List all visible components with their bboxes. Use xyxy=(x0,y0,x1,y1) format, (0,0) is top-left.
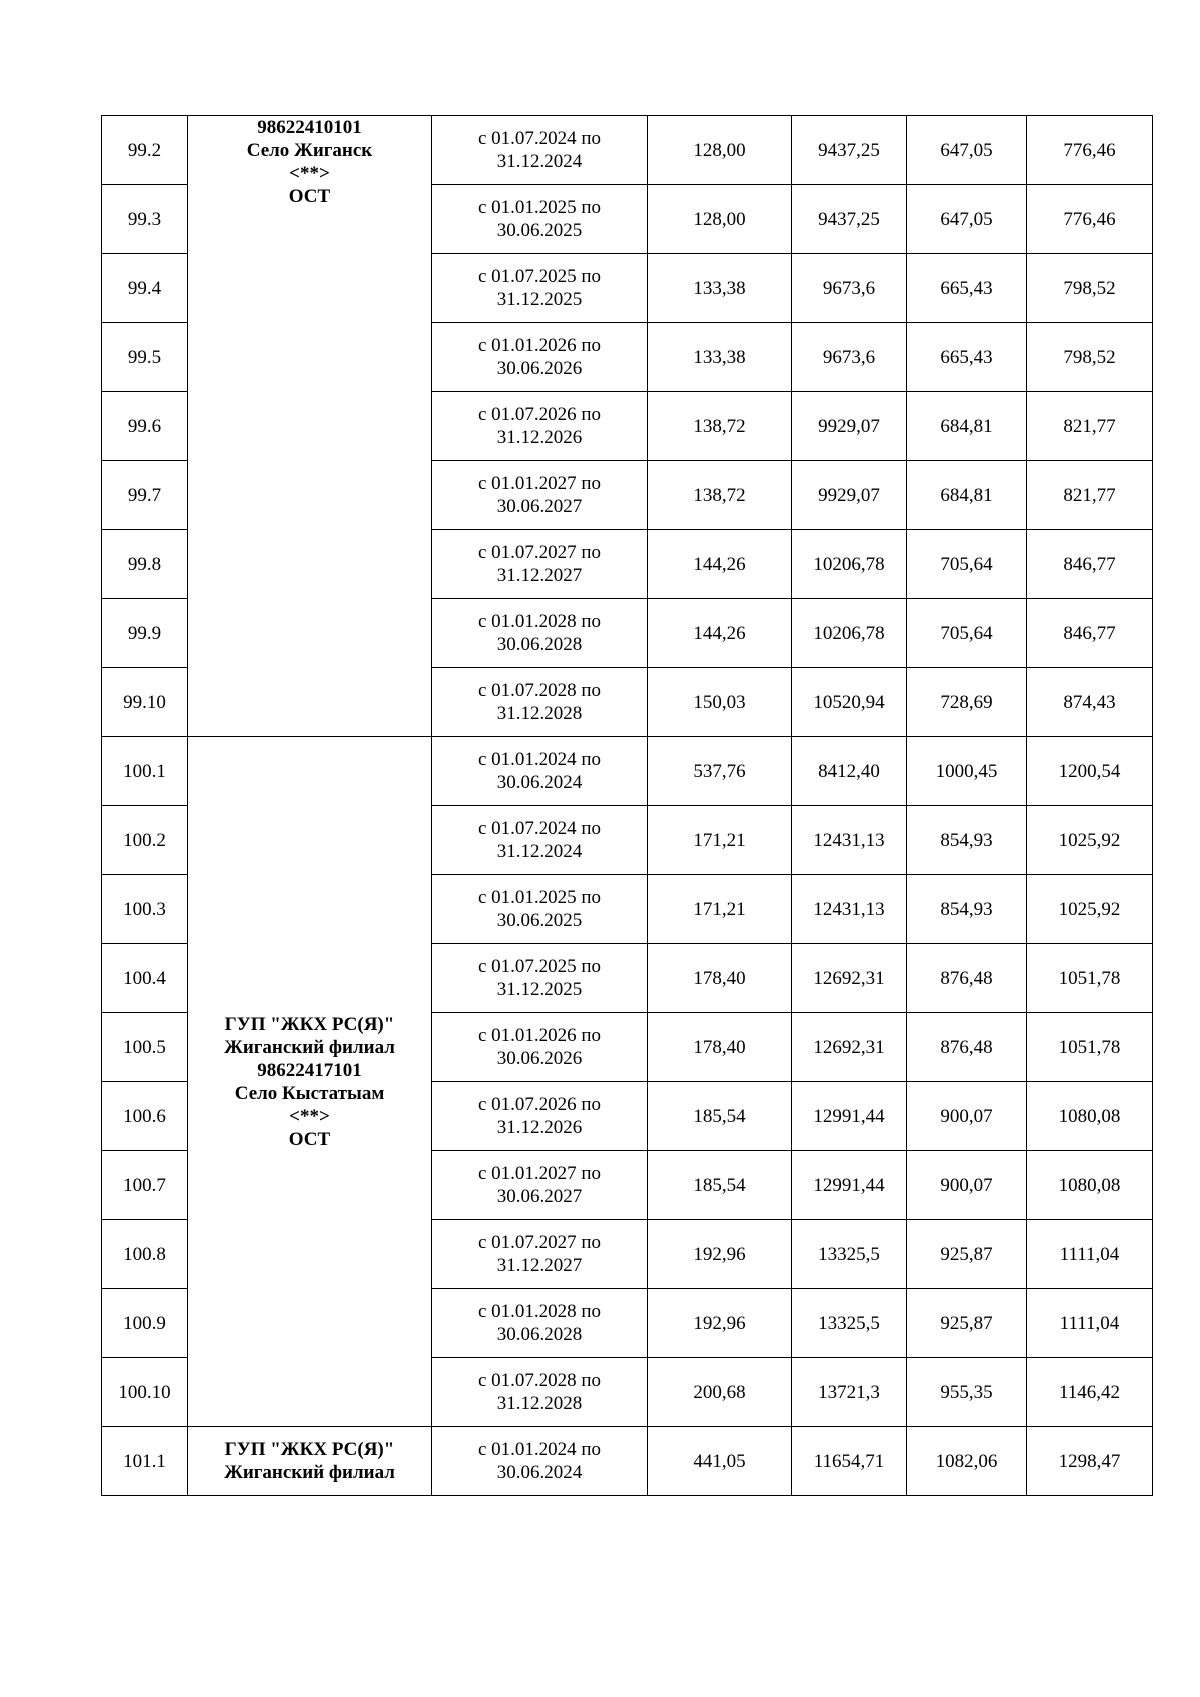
value-4-cell: 1051,78 xyxy=(1027,1013,1153,1082)
row-number: 99.2 xyxy=(102,116,188,185)
period-line: с 01.01.2024 по xyxy=(477,1439,602,1460)
row-number: 100.4 xyxy=(102,944,188,1013)
value-2-cell: 13325,5 xyxy=(792,1220,907,1289)
period-cell xyxy=(432,737,648,806)
value-4-cell: 846,77 xyxy=(1027,530,1153,599)
value-1-cell: 171,21 xyxy=(648,806,792,875)
organization-line: 98622410101 xyxy=(257,117,362,138)
period-cell xyxy=(432,530,648,599)
value-3-cell: 1082,06 xyxy=(907,1427,1027,1496)
row-number: 99.6 xyxy=(102,392,188,461)
value-4-cell: 1111,04 xyxy=(1027,1289,1153,1358)
period-line: с 01.07.2028 по xyxy=(477,680,602,701)
value-1-cell: 441,05 xyxy=(648,1427,792,1496)
value-4-cell: 776,46 xyxy=(1027,116,1153,185)
period-line: 30.06.2027 xyxy=(496,1186,583,1207)
value-1-cell: 537,76 xyxy=(648,737,792,806)
period-cell xyxy=(432,1289,648,1358)
value-2-cell: 12991,44 xyxy=(792,1151,907,1220)
period-line: с 01.01.2027 по xyxy=(477,1163,602,1184)
value-2-cell: 11654,71 xyxy=(792,1427,907,1496)
period-line: с 01.07.2026 по xyxy=(477,404,602,425)
row-number: 99.3 xyxy=(102,185,188,254)
row-number: 100.8 xyxy=(102,1220,188,1289)
value-3-cell: 900,07 xyxy=(907,1151,1027,1220)
value-4-cell: 798,52 xyxy=(1027,323,1153,392)
period-line: 31.12.2024 xyxy=(496,841,583,862)
tariff-table xyxy=(101,115,1153,1496)
period-cell xyxy=(432,1151,648,1220)
value-2-cell: 9437,25 xyxy=(792,185,907,254)
period-line: 30.06.2024 xyxy=(496,772,583,793)
value-4-cell: 1146,42 xyxy=(1027,1358,1153,1427)
organization-line: ГУП "ЖКХ РС(Я)" xyxy=(224,1439,395,1460)
period-line: с 01.01.2025 по xyxy=(477,887,602,908)
value-4-cell: 1298,47 xyxy=(1027,1427,1153,1496)
value-3-cell: 665,43 xyxy=(907,254,1027,323)
period-line: с 01.07.2027 по xyxy=(477,1232,602,1253)
organization-cell xyxy=(188,1427,432,1496)
value-3-cell: 1000,45 xyxy=(907,737,1027,806)
period-cell xyxy=(432,1082,648,1151)
organization-line: 98622417101 xyxy=(257,1059,362,1081)
value-3-cell: 647,05 xyxy=(907,116,1027,185)
organization-line: ОСТ xyxy=(288,186,331,207)
value-4-cell: 874,43 xyxy=(1027,668,1153,737)
value-3-cell: 705,64 xyxy=(907,599,1027,668)
period-line: 31.12.2025 xyxy=(496,289,583,310)
value-2-cell: 12692,31 xyxy=(792,944,907,1013)
value-2-cell: 13721,3 xyxy=(792,1358,907,1427)
value-1-cell: 200,68 xyxy=(648,1358,792,1427)
value-4-cell: 846,77 xyxy=(1027,599,1153,668)
row-number: 100.1 xyxy=(102,737,188,806)
value-3-cell: 925,87 xyxy=(907,1289,1027,1358)
period-line: с 01.07.2024 по xyxy=(477,128,602,149)
period-line: с 01.07.2025 по xyxy=(477,266,602,287)
value-1-cell: 178,40 xyxy=(648,1013,792,1082)
value-1-cell: 138,72 xyxy=(648,392,792,461)
value-3-cell: 728,69 xyxy=(907,668,1027,737)
period-line: с 01.01.2026 по xyxy=(477,335,602,356)
value-2-cell: 9673,6 xyxy=(792,323,907,392)
value-3-cell: 854,93 xyxy=(907,806,1027,875)
table-row xyxy=(102,1427,1153,1496)
row-number: 99.9 xyxy=(102,599,188,668)
value-2-cell: 12431,13 xyxy=(792,806,907,875)
period-line: 31.12.2028 xyxy=(496,1393,583,1414)
value-4-cell: 798,52 xyxy=(1027,254,1153,323)
period-line: с 01.07.2028 по xyxy=(477,1370,602,1391)
period-cell xyxy=(432,461,648,530)
row-number: 99.7 xyxy=(102,461,188,530)
period-line: 31.12.2026 xyxy=(496,427,583,448)
period-line: с 01.01.2027 по xyxy=(477,473,602,494)
period-line: 31.12.2027 xyxy=(496,1255,583,1276)
row-number: 101.1 xyxy=(102,1427,188,1496)
period-line: 30.06.2024 xyxy=(496,1462,583,1483)
value-4-cell: 1111,04 xyxy=(1027,1220,1153,1289)
value-4-cell: 1080,08 xyxy=(1027,1082,1153,1151)
period-line: 31.12.2026 xyxy=(496,1117,583,1138)
table-row xyxy=(102,737,1153,806)
period-cell xyxy=(432,1220,648,1289)
value-3-cell: 705,64 xyxy=(907,530,1027,599)
value-3-cell: 684,81 xyxy=(907,392,1027,461)
period-line: 30.06.2026 xyxy=(496,1048,583,1069)
value-2-cell: 9673,6 xyxy=(792,254,907,323)
row-number: 99.4 xyxy=(102,254,188,323)
period-cell xyxy=(432,668,648,737)
period-line: с 01.01.2025 по xyxy=(477,197,602,218)
value-4-cell: 1200,54 xyxy=(1027,737,1153,806)
value-1-cell: 144,26 xyxy=(648,599,792,668)
value-4-cell: 1051,78 xyxy=(1027,944,1153,1013)
period-cell xyxy=(432,1427,648,1496)
period-cell xyxy=(432,1013,648,1082)
row-number: 99.10 xyxy=(102,668,188,737)
organization-line: Село Кыстатыам xyxy=(234,1082,385,1104)
value-2-cell: 13325,5 xyxy=(792,1289,907,1358)
organization-line: ГУП "ЖКХ РС(Я)" xyxy=(224,1013,395,1035)
row-number: 100.6 xyxy=(102,1082,188,1151)
period-line: с 01.01.2028 по xyxy=(477,611,602,632)
organization-line: ОСТ xyxy=(288,1128,331,1150)
period-line: 30.06.2025 xyxy=(496,910,583,931)
period-line: 30.06.2028 xyxy=(496,634,583,655)
value-3-cell: 854,93 xyxy=(907,875,1027,944)
value-1-cell: 192,96 xyxy=(648,1220,792,1289)
value-4-cell: 821,77 xyxy=(1027,461,1153,530)
value-2-cell: 10520,94 xyxy=(792,668,907,737)
value-1-cell: 133,38 xyxy=(648,254,792,323)
period-line: 30.06.2026 xyxy=(496,358,583,379)
organization-cell xyxy=(188,737,432,1427)
value-2-cell: 12991,44 xyxy=(792,1082,907,1151)
organization-line: Жиганский филиал xyxy=(224,1036,395,1058)
value-2-cell: 9929,07 xyxy=(792,461,907,530)
period-cell xyxy=(432,392,648,461)
value-2-cell: 8412,40 xyxy=(792,737,907,806)
value-1-cell: 178,40 xyxy=(648,944,792,1013)
value-1-cell: 185,54 xyxy=(648,1082,792,1151)
period-line: с 01.07.2025 по xyxy=(477,956,602,977)
period-line: с 01.07.2027 по xyxy=(477,542,602,563)
value-3-cell: 925,87 xyxy=(907,1220,1027,1289)
organization-line: Село Жиганск xyxy=(246,140,373,161)
value-3-cell: 876,48 xyxy=(907,944,1027,1013)
table-row xyxy=(102,116,1153,185)
value-1-cell: 192,96 xyxy=(648,1289,792,1358)
value-3-cell: 955,35 xyxy=(907,1358,1027,1427)
organization-line: <**> xyxy=(289,163,330,184)
value-1-cell: 144,26 xyxy=(648,530,792,599)
period-cell xyxy=(432,185,648,254)
period-cell xyxy=(432,1358,648,1427)
period-line: с 01.07.2026 по xyxy=(477,1094,602,1115)
value-3-cell: 684,81 xyxy=(907,461,1027,530)
organization-line: Жиганский филиал xyxy=(224,1462,395,1483)
row-number: 99.5 xyxy=(102,323,188,392)
value-3-cell: 665,43 xyxy=(907,323,1027,392)
row-number: 99.8 xyxy=(102,530,188,599)
value-1-cell: 171,21 xyxy=(648,875,792,944)
value-2-cell: 10206,78 xyxy=(792,530,907,599)
organization-line: <**> xyxy=(289,1105,330,1127)
period-cell xyxy=(432,599,648,668)
value-3-cell: 876,48 xyxy=(907,1013,1027,1082)
period-line: с 01.07.2024 по xyxy=(477,818,602,839)
value-2-cell: 9929,07 xyxy=(792,392,907,461)
value-2-cell: 12431,13 xyxy=(792,875,907,944)
row-number: 100.3 xyxy=(102,875,188,944)
value-4-cell: 821,77 xyxy=(1027,392,1153,461)
value-2-cell: 10206,78 xyxy=(792,599,907,668)
table-body xyxy=(102,116,1153,1496)
value-4-cell: 776,46 xyxy=(1027,185,1153,254)
period-cell xyxy=(432,254,648,323)
value-4-cell: 1080,08 xyxy=(1027,1151,1153,1220)
period-line: 30.06.2028 xyxy=(496,1324,583,1345)
value-2-cell: 12692,31 xyxy=(792,1013,907,1082)
value-3-cell: 900,07 xyxy=(907,1082,1027,1151)
row-number: 100.10 xyxy=(102,1358,188,1427)
period-line: 31.12.2025 xyxy=(496,979,583,1000)
period-line: 30.06.2027 xyxy=(496,496,583,517)
value-3-cell: 647,05 xyxy=(907,185,1027,254)
value-1-cell: 138,72 xyxy=(648,461,792,530)
value-4-cell: 1025,92 xyxy=(1027,806,1153,875)
period-line: 31.12.2027 xyxy=(496,565,583,586)
organization-cell xyxy=(188,116,432,737)
period-line: 30.06.2025 xyxy=(496,220,583,241)
row-number: 100.5 xyxy=(102,1013,188,1082)
value-2-cell: 9437,25 xyxy=(792,116,907,185)
value-1-cell: 128,00 xyxy=(648,185,792,254)
row-number: 100.7 xyxy=(102,1151,188,1220)
value-1-cell: 150,03 xyxy=(648,668,792,737)
period-line: 31.12.2024 xyxy=(496,151,583,172)
row-number: 100.2 xyxy=(102,806,188,875)
period-line: с 01.01.2026 по xyxy=(477,1025,602,1046)
value-1-cell: 128,00 xyxy=(648,116,792,185)
value-4-cell: 1025,92 xyxy=(1027,875,1153,944)
period-cell xyxy=(432,806,648,875)
period-line: 31.12.2028 xyxy=(496,703,583,724)
period-line: с 01.01.2028 по xyxy=(477,1301,602,1322)
period-cell xyxy=(432,323,648,392)
row-number: 100.9 xyxy=(102,1289,188,1358)
period-cell xyxy=(432,944,648,1013)
value-1-cell: 185,54 xyxy=(648,1151,792,1220)
period-cell xyxy=(432,875,648,944)
period-line: с 01.01.2024 по xyxy=(477,749,602,770)
value-1-cell: 133,38 xyxy=(648,323,792,392)
period-cell xyxy=(432,116,648,185)
